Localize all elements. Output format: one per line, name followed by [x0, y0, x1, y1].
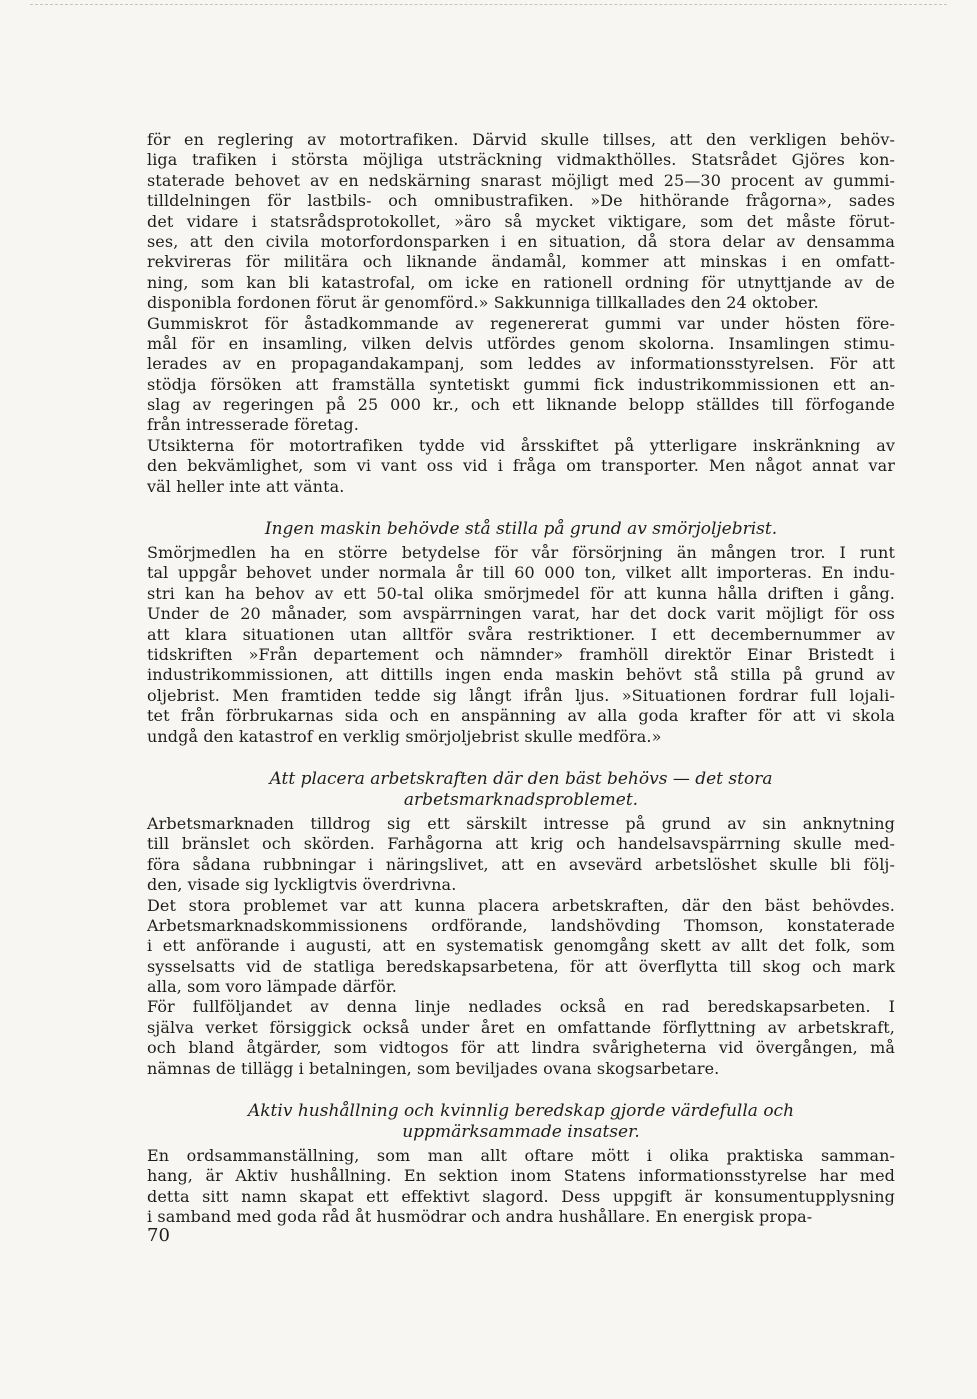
text-line: hang, är Aktiv hushållning. En sektion inom Statens informationsstyrelse har med — [147, 1166, 895, 1186]
paragraph — [147, 814, 895, 896]
text-line: En ordsammanställning, som man allt oftare mött i olika praktiska samman- — [147, 1146, 895, 1166]
paragraph — [147, 436, 895, 497]
text-line: Smörjmedlen ha en större betydelse för vår försörjning än mången tror. I runt — [147, 543, 895, 563]
heading-line: uppmärksammade insatser. — [402, 1122, 640, 1143]
section-heading — [147, 1101, 895, 1143]
text-line: slag av regeringen på 25 000 kr., och ett liknande belopp ställdes till förfogande — [147, 395, 895, 415]
paragraph — [147, 896, 895, 998]
text-line: alla, som voro lämpade därför. — [147, 977, 397, 997]
text-line: sysselsatts vid de statliga beredskapsarbetena, för att överflytta till skog och mark — [147, 956, 895, 976]
text-line: staterade behovet av en nedskärning snarast möjligt med 25—30 procent av gummi- — [147, 170, 895, 190]
text-line: liga trafiken i största möjliga utsträckning vidmakthölles. Statsrådet Gjöres kon- — [147, 150, 895, 170]
text-line: lerades av en propagandakampanj, som leddes av informationsstyrelsen. För att — [147, 354, 895, 374]
text-column — [147, 130, 895, 1228]
heading-line: arbetsmarknadsproblemet. — [403, 789, 639, 810]
text-line: tilldelningen för lastbils- och omnibustrafiken. »De hithörande frågorna», sades — [147, 191, 895, 211]
text-line: stödja försöken att framställa syntetiskt gummi fick industrikommissionen ett an- — [147, 374, 895, 394]
heading-line: Att placera arbetskraften där den bäst behövs — det stora — [269, 768, 773, 789]
text-line: ses, att den civila motorfordonsparken i en situation, då stora delar av densamma — [147, 231, 895, 251]
text-line: ning, som kan bli katastrofal, om icke en rationell ordning för utnyttjande av de — [147, 272, 895, 292]
text-line: Det stora problemet var att kunna placera arbetskraften, där den bäst behövdes. — [147, 895, 895, 915]
text-line: Gummiskrot för åstadkommande av regenererat gummi var under hösten före- — [147, 313, 895, 333]
text-line: oljebrist. Men framtiden tedde sig långt ifrån ljus. »Situationen fordrar full lojali- — [147, 685, 895, 705]
paragraph — [147, 543, 895, 747]
text-line: till bränslet och skörden. Farhågorna att krig och handelsavspärrning skulle med- — [147, 834, 895, 854]
heading-line: Ingen maskin behövde stå stilla på grund av smörjoljebrist. — [264, 519, 778, 540]
text-line: föra sådana rubbningar i näringslivet, att en avsevärd arbetslöshet skulle bli följ- — [147, 854, 895, 874]
paragraph — [147, 997, 895, 1079]
text-line: den bekvämlighet, som vi vant oss vid i fråga om transporter. Men något annat var — [147, 456, 895, 476]
text-line: att klara situationen utan alltför svåra restriktioner. I ett decembernummer av — [147, 624, 895, 644]
section-heading — [147, 769, 895, 811]
text-line: disponibla fordonen förut är genomförd.» Sakkunniga tillkallades den 24 oktober. — [147, 293, 819, 313]
heading-line: Aktiv hushållning och kvinnlig beredskap gjorde värdefulla och — [247, 1101, 795, 1122]
text-line: det vidare i statsrådsprotokollet, »äro så mycket viktigare, som det måste förut- — [147, 211, 895, 231]
text-line: Under de 20 månader, som avspärrningen varat, har det dock varit möjligt för oss — [147, 604, 895, 624]
text-line: för en reglering av motortrafiken. Därvid skulle tillses, att den verkligen behöv- — [147, 130, 895, 149]
text-line: Arbetsmarknaden tilldrog sig ett särskilt intresse på grund av sin anknytning — [147, 813, 895, 833]
paragraph — [147, 1146, 895, 1228]
text-line: industrikommissionen, att dittills ingen enda maskin behövt stå stilla på grund av — [147, 665, 895, 685]
page-number: 70 — [147, 1225, 170, 1246]
paragraph — [147, 314, 895, 436]
text-line: stri kan ha behov av ett 50-tal olika smörjmedel för att kunna hålla driften i gång. — [147, 583, 895, 603]
text-line: rekvireras för militära och liknande ändamål, kommer att minskas i en omfatt- — [147, 252, 895, 272]
text-line: undgå den katastrof en verklig smörjoljebrist skulle medföra.» — [147, 726, 662, 746]
text-line: i samband med goda råd åt husmödrar och andra hushållare. En energisk propa- — [147, 1207, 813, 1227]
text-line: nämnas de tillägg i betalningen, som beviljades ovana skogsarbetare. — [147, 1058, 720, 1078]
text-line: själva verket försiggick också under året en omfattande förflyttning av arbetskraft, — [147, 1017, 895, 1037]
text-line: och bland åtgärder, som vidtogos för att lindra svårigheterna vid övergången, må — [147, 1038, 895, 1058]
paragraph — [147, 130, 895, 314]
text-line: För fullföljandet av denna linje nedlades också en rad beredskapsarbeten. I — [147, 997, 895, 1017]
top-edge-rule — [30, 4, 947, 5]
text-line: Utsikterna för motortrafiken tydde vid årsskiftet på ytterligare inskränkning av — [147, 435, 895, 455]
text-line: tal uppgår behovet under normala år till 60 000 ton, vilket allt importeras. En indu- — [147, 563, 895, 583]
text-line: Arbetsmarknadskommissionens ordförande, landshövding Thomson, konstaterade — [147, 915, 895, 935]
text-line: den, visade sig lyckligtvis överdrivna. — [147, 875, 457, 895]
text-line: tet från förbrukarnas sida och en anspänning av alla goda krafter för att vi skola — [147, 706, 895, 726]
text-line: från intresserade företag. — [147, 415, 359, 435]
text-line: detta sitt namn skapat ett effektivt slagord. Dess uppgift är konsumentupplysning — [147, 1186, 895, 1206]
text-line: väl heller inte att vänta. — [147, 476, 345, 496]
text-line: tidskriften »Från departement och nämnder» framhöll direktör Einar Bristedt i — [147, 644, 895, 664]
text-line: i ett anförande i augusti, att en systematisk genomgång skett av allt det folk, som — [147, 936, 895, 956]
text-line: mål för en insamling, vilken delvis utfördes genom skolorna. Insamlingen stimu- — [147, 333, 895, 353]
section-heading — [147, 519, 895, 540]
